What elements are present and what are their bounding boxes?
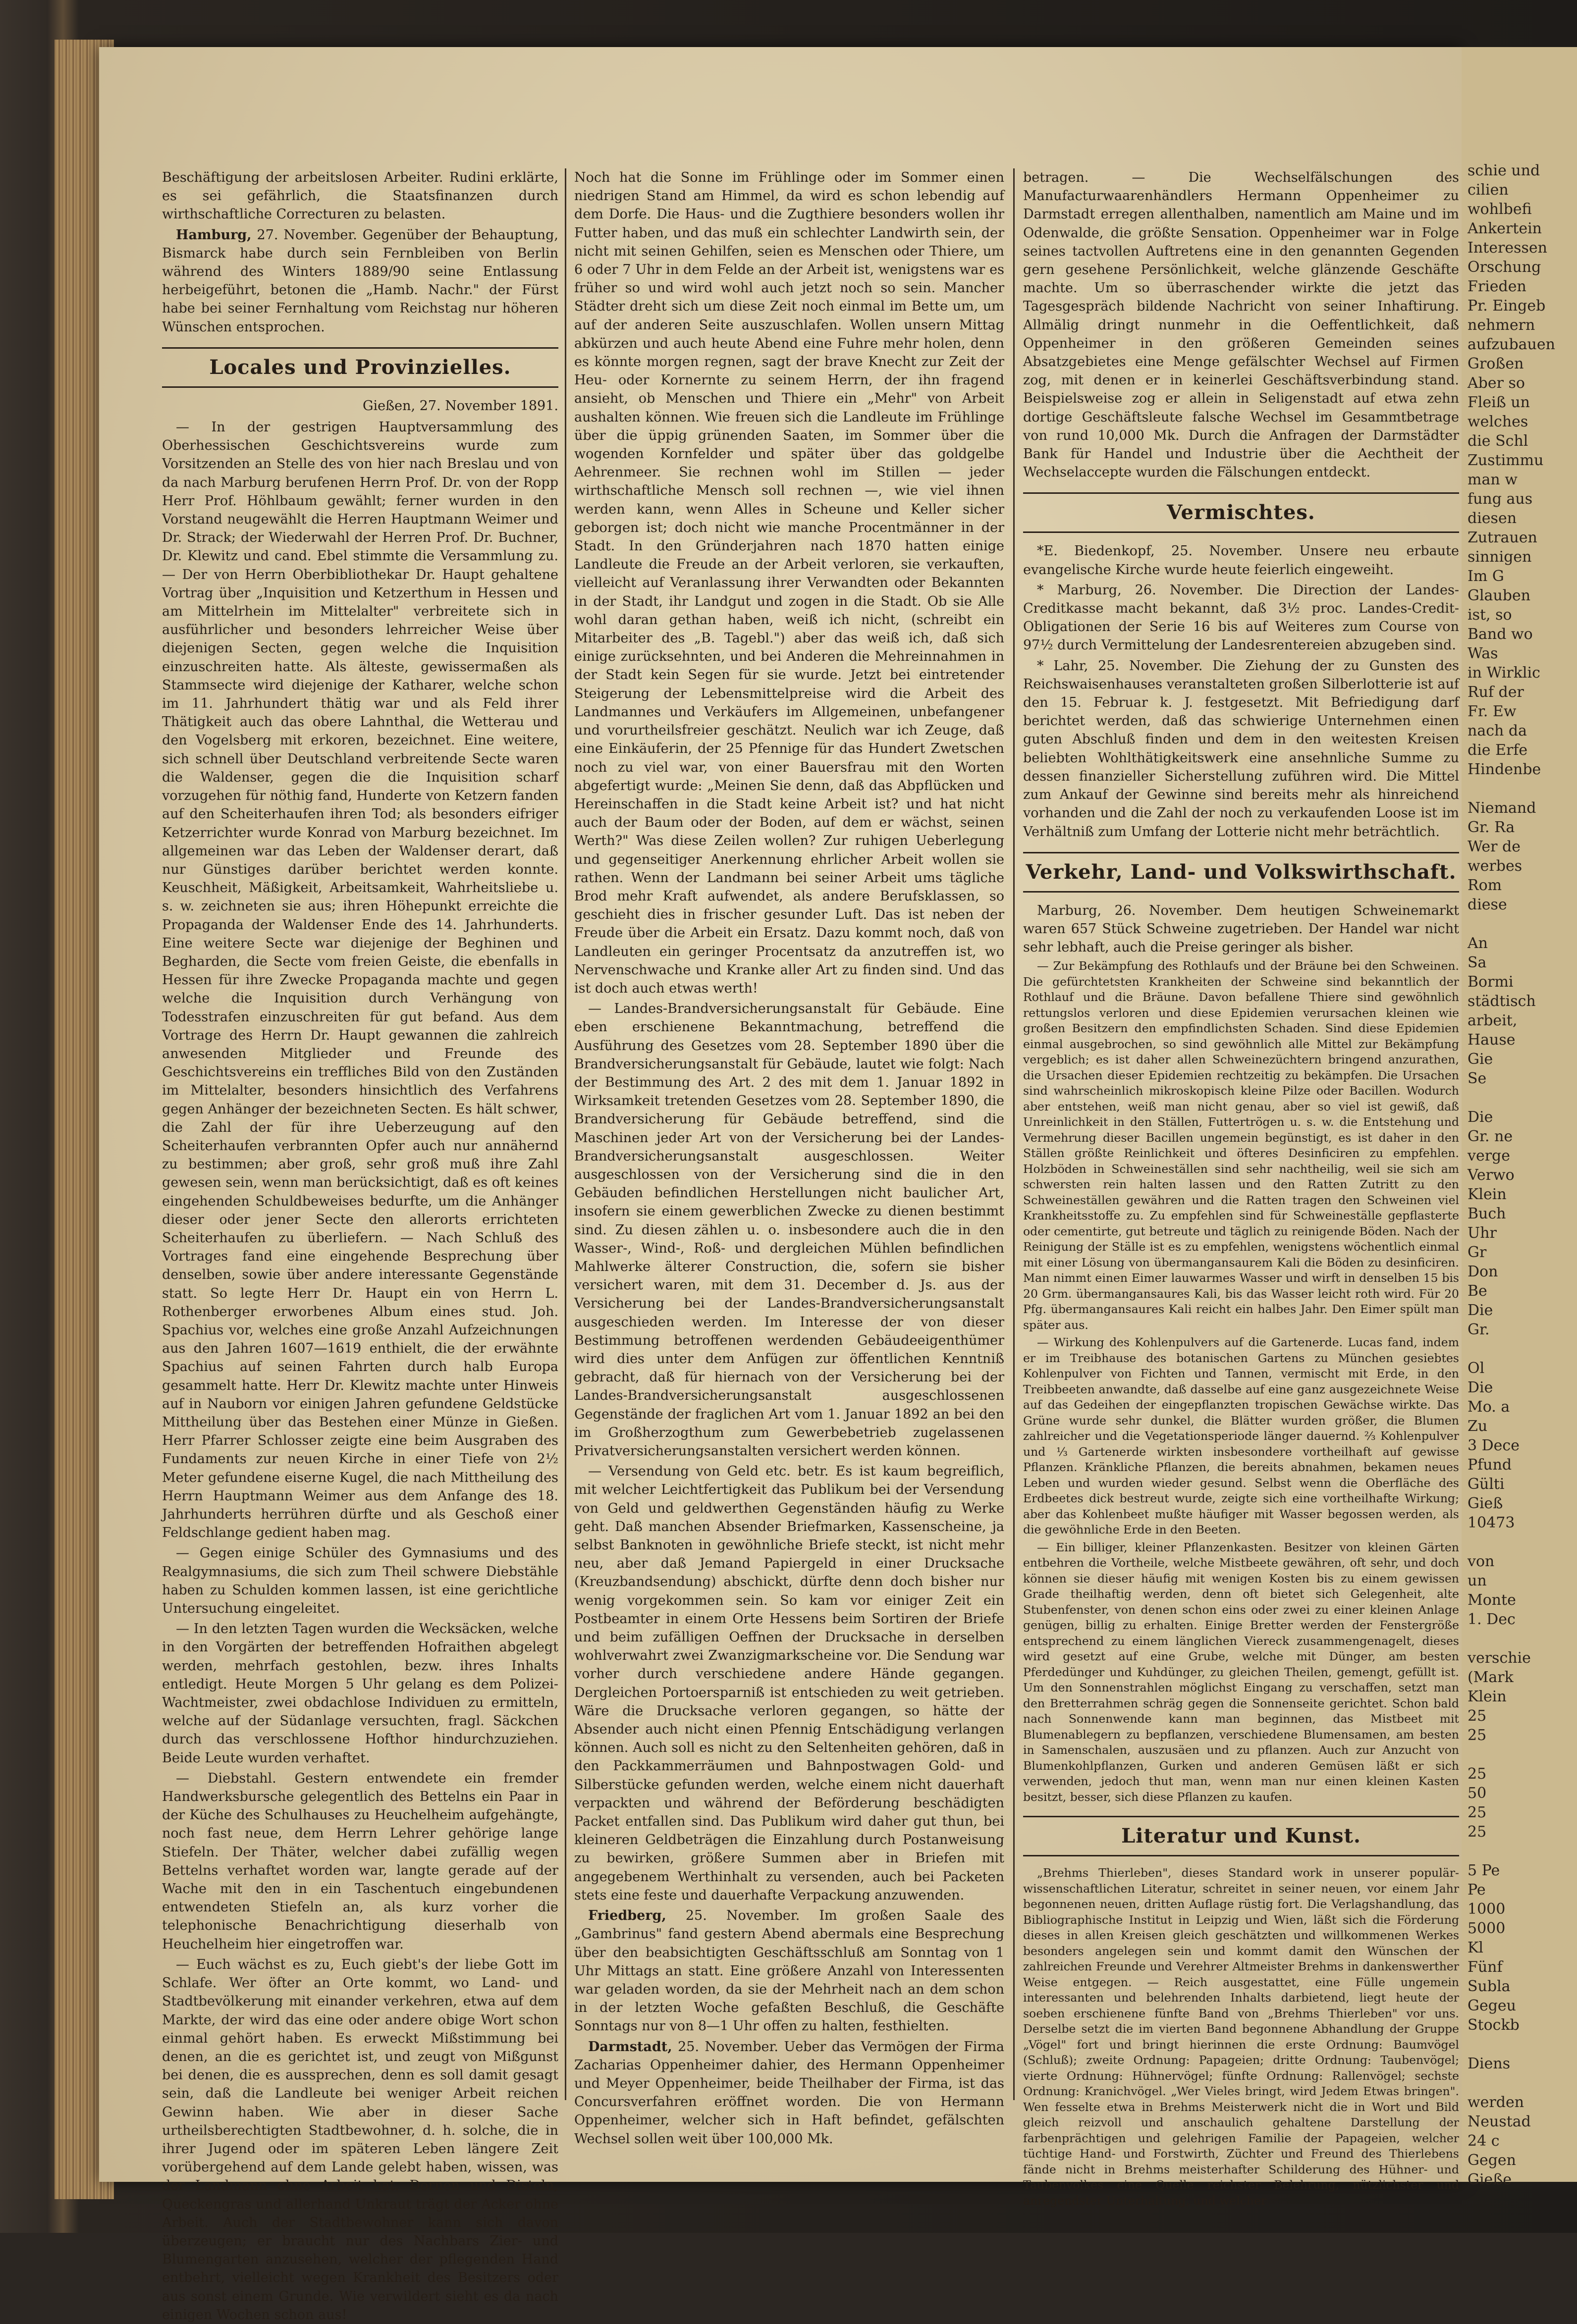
article-text: 25. November. Ueber das Vermögen der Firma Zacharias Oppenheimer dahier, des Hermann Oppenheimer und Meyer Oppenheimer, beide Theilhaber der Firma, ist das Concursverfahren eröffnet worden. Die von Hermann Oppenheimer, welcher sich in Haft befindet, gefälschten Wechsel sollen weit über 100,000 Mk. (574, 2039, 1004, 2147)
fragment-line: Band wo (1468, 626, 1533, 643)
fragment-line: 24 c (1468, 2132, 1500, 2150)
fragment-line: Uhr (1468, 1224, 1497, 1242)
fragment-line: Die (1468, 1379, 1493, 1396)
fragment-line (1468, 1088, 1572, 1108)
fragment-line: Zu (1468, 1418, 1488, 1435)
fragment-line: 5 Pe (1468, 1862, 1500, 1879)
article-continuation: betragen. — Die Wechselfälschungen des Manufacturwaarenhändlers Hermann Oppenheimer zu Darmstadt erregen allenthalben, namentlich am Maine und im Odenwalde, die größte Sensation. Oppenheimer war in Folge seines tactvollen Auftretens eine in den genannten Gegenden gern gesehene Persönlichkeit, welche glänzende Geschäfte machte. Um so überraschender wirkte die jetzt das Tagesgespräch bildende Nachricht von seiner Inhaftirung. Allmälig dringt nunmehr in die Oeffentlichkeit, daß Oppenheimer in den größeren Gemeinden seines Absatzgebietes eine Menge gefälschter Wechsel auf Firmen zog, mit denen er in keinerlei Geschäftsverbindung stand. Beispielsweise zog er allein in Seligenstadt auf etwa zehn dortige Geschäftsleute falsche Wechsel im Gesammtbetrage von rund 10,000 Mk. Durch die Anfragen der Darmstädter Bank für Handel und Industrie über die Aechtheit der Wechselaccepte wurden die Fälschungen entdeckt. (1023, 170, 1459, 480)
fragment-line: 25 (1468, 1727, 1487, 1744)
dateline-place: Darmstadt, (588, 2039, 672, 2055)
article-euch-waechst: — Euch wächst es zu, Euch giebt's der liebe Gott im Schlafe. Wer öfter an Orte kommt, wo Land- und Stadtbevölkerung mit einander verkehren, etwa auf dem Markte, der wird das eine oder andere obige Wort schon einmal gehört haben. Es erweckt Mißstimmung bei denen, an die es gerichtet ist, und zeugt von Mißgunst bei denen, die es aussprechen, denn es soll damit gesagt sein, daß die Landleute bei weniger Arbeit reichen Gewinn haben. Wie aber in dieser Sache urtheilsberechtigten Stadtbewohner, d. h. solche, die in ihrer Jugend oder im späteren Leben längere Zeit vorübergehend auf dem Lande gelebt haben, wissen, was der Landmann ohne Arbeit hat. Dornen und Disteln, Queckengras und allerhand Unkraut trägt der Acker ohne Arbeit. Auch der Stadtbewohner kann sich davon überzeugen; er braucht nur des Nachbars Zier- und Blumengarten anzusehen, welcher der pflegenden Hand entbehrt, vielleicht wegen Krankheit des Besitzers oder aus sonst einem Grunde. Wie verwildert sieht es da nach einigen Wochen schon aus! (162, 1956, 558, 2323)
fragment-line: cilien (1468, 181, 1509, 199)
fragment-line: Gie (1468, 1051, 1493, 1068)
fragment-line: werbes (1468, 857, 1523, 875)
article-darmstadt (574, 2038, 1004, 2148)
fragment-line: Hindenbe (1468, 761, 1541, 778)
article-diebstahl: — Diebstahl. Gestern entwendete ein fremder Handwerksbursche gelegentlich des Bettelns ein Paar in der Küche des Schulhauses zu Heuchelheim aufgehängte, noch fast neue, dem Herrn Lehrer gehörige lange Stiefeln. Der Thäter, welcher dabei zufällig wegen Bettelns verhaftet worden war, langte gerade auf der Wache mit den in ein Taschentuch eingebundenen entwendeten Stiefeln an, als kurz vorher die telephonische Benachrichtigung dieserhalb von Heuchelheim hier eingetroffen war. (162, 1770, 558, 1952)
fragment-line: 25 (1468, 1823, 1487, 1841)
fragment-line: 10473 (1468, 1514, 1515, 1532)
article-text: 25. November. Im großen Saale des „Gambrinus" fand gestern Abend abermals eine Besprechung über den beabsichtigten Geschäftsschluß am Sonntag von 1 Uhr Mittags an statt. Eine größere Anzahl von Interessenten war geladen worden, da sie der Mehrheit nach an dem schon in der letzten Woche gefaßten Beschluß, die Geschäfte Sonntags nur von 8—1 Uhr offen zu halten, festhielten. (574, 1908, 1004, 2034)
article-text: 27. November. Gegenüber der Behauptung, Bismarck habe durch sein Fernbleiben von Berlin während des Winters 1889/90 seine Entlassung herbeigeführt, betonen die „Hamb. Nachr." der Fürst habe bei seiner Fernhaltung vom Reichstag nur höheren Wünschen entsprochen. (162, 227, 558, 335)
fragment-line: Gr. Ra (1468, 819, 1515, 836)
fragment-line: Klein (1468, 1688, 1507, 1705)
fragment-line: Zutrauen (1468, 529, 1537, 546)
fragment-line: Ruf der (1468, 684, 1524, 701)
fragment-line: Die (1468, 1109, 1493, 1126)
fragment-line: 25 (1468, 1765, 1487, 1783)
fragment-line: diese (1468, 896, 1507, 913)
article-friedberg (574, 1906, 1004, 2035)
fragment-line: 3 Dece (1468, 1437, 1520, 1454)
fragment-line: die Erfe (1468, 741, 1528, 759)
fragment-line: arbeit, (1468, 1012, 1518, 1029)
fragment-line: man w (1468, 471, 1518, 488)
fragment-line: ist, so (1468, 606, 1512, 624)
fragment-line: Aber so (1468, 374, 1525, 392)
fragment-line: Im G (1468, 568, 1504, 585)
column-1 (162, 168, 558, 2323)
fragment-line (1468, 1629, 1572, 1648)
fragment-line: Ankertein (1468, 220, 1542, 237)
article-kohlenpulver: — Wirkung des Kohlenpulvers auf die Gartenerde. Lucas fand, indem er im Treibhause des botanischen Gartens zu München gesiebtes Kohlenpulver von Fichten und Tannen, vermischt mit Erde, in den Treibbeeten anwandte, daß dasselbe auf eine ganz ausgezeichnete Weise auf das Gedeihen der eingepflanzten tropischen Gewächse wirkte. Das Grüne wurde sehr dunkel, die Blätter wurden größer, die Blumen zahlreicher und die Vegetationsperiode länger dauernd. ⅔ Kohlenpulver und ⅓ Gartenerde wirkten insbesondere vortheilhaft auf gewisse Pflanzen. Kränkliche Pflanzen, die bereits abnahmen, bekamen neues Leben und wurden wieder gesund. Selbst wenn die Oberfläche des Erdbeetes dick bestreut wurde, zeigte sich eine vortheilhafte Wirkung; aber das Kohlenbeet mußte häufiger mit Wasser begossen werden, als die gewöhnliche Erde in den Beeten. (1023, 1335, 1459, 1537)
fragment-line: Gülti (1468, 1476, 1505, 1493)
fragment-line: in Wirklic (1468, 664, 1540, 682)
article-continuation: Beschäftigung der arbeitslosen Arbeiter. Rudini erklärte, es sei gefährlich, die Staatsfinanzen durch wirthschaftliche Correcturen zu belasten. (162, 170, 558, 222)
fragment-line (1468, 2035, 1572, 2054)
fragment-line: Fünf (1468, 1958, 1503, 1976)
fragment-line: Pr. Eingeb (1468, 297, 1546, 315)
fragment-line: Die (1468, 1302, 1493, 1319)
fragment-line: von (1468, 1553, 1495, 1570)
fragment-line: Klein (1468, 1186, 1507, 1203)
fragment-line: die Schl (1468, 432, 1528, 450)
fragment-line: nach da (1468, 722, 1527, 739)
section-heading-locales: Locales und Provinzielles. (162, 347, 558, 388)
dateline-place: Friedberg, (588, 1908, 666, 1924)
fragment-line: Wer de (1468, 838, 1521, 855)
article-rothlauf: — Zur Bekämpfung des Rothlaufs und der Bräune bei den Schweinen. Die gefürchtetsten Krankheiten der Schweine sind bekanntlich der Rothlauf und die Bräune. Davon befallene Thiere sind gewöhnlich rettungslos verloren und diese Epidemien verursachen kleinen wie großen Besitzern den empfindlichsten Schaden. Sind diese Epidemien einmal ausgebrochen, so sind gewöhnlich alle Mittel zur Bekämpfung vergeblich; es ist daher allen Schweinezüchtern bringend anzurathen, die Ursachen dieser Epidemien rechtzeitig zu bekämpfen. Die Ursachen sind wahrscheinlich mikroskopisch kleine Pilze oder Bacillen. Wodurch aber entstehen, weiß man nicht genau, aber so viel ist gewiß, daß Unreinlichkeit in den Ställen, Futtertrögen u. s. w. die Entstehung und Vermehrung dieser Bacillen ungemein begünstigt, es ist daher in den Ställen größte Reinlichkeit und öfteres Desinficiren zu empfehlen. Holzböden in Schweineställen sind sehr nachtheilig, weil sie sich am schwersten rein halten lassen und den Ratten Zutritt zu den Schweineställen gewähren und die Ratten tragen den Schweinen viel Krankheitsstoffe zu. Zu empfehlen sind für Schweineställe gepflasterte oder cementirte, gut betreute und täglich zu reinigende Böden. Nach der Reinigung der Ställe ist es zu empfehlen, wenigstens wöchentlich einmal mit einer Lösung von übermangansaurem Kali die Böden zu desinficiren. Man nimmt einen Eimer lauwarmes Wasser und wirft in denselben 15 bis 20 Grm. übermangansaures Kali, bis das Wasser leicht roth wird. Für 20 Pfg. übermangansaures Kali reicht ein halbes Jahr. Den Eimer spült man später aus. (1023, 959, 1459, 1332)
fragment-line: Sa (1468, 954, 1487, 971)
fragment-line: Monte (1468, 1591, 1516, 1609)
fragment-line: Hause (1468, 1031, 1516, 1049)
fragment-line (1468, 1339, 1572, 1359)
dateline-place: Hamburg, (176, 227, 252, 243)
fragment-line: nehmern (1468, 317, 1535, 334)
section-heading-literatur: Literatur und Kunst. (1023, 1816, 1459, 1856)
column-2 (574, 168, 1004, 2147)
article-schueler: — Gegen einige Schüler des Gymnasiums und des Realgymnasiums, die sich zum Theil schwere Diebstähle haben zu Schulden kommen lassen, ist eine gerichtliche Untersuchung eingeleitet. (162, 1545, 558, 1617)
fragment-line: Mo. a (1468, 1398, 1510, 1416)
fragment-line: Gieße (1468, 2171, 1512, 2188)
fragment-line: Neustad (1468, 2113, 1531, 2130)
adjacent-page-text (1468, 161, 1572, 2189)
dateline-giessen: Gießen, 27. November 1891. (362, 398, 558, 414)
article-pflanzenkasten: — Ein billiger, kleiner Pflanzenkasten. Besitzer von kleinen Gärten entbehren die Vortheile, welche Mistbeete gewähren, oft sehr, und doch können sie dieser häufig mit wenigen Kosten bis zu einem gewissen Grade theilhaftig werden, denn oft bietet sich Gelegenheit, alte Stubenfenster, von denen schon eins oder zwei zu einer kleinen Anlage genügen, billig zu erhalten. Einige Bretter werden der Fenstergröße entsprechend zu einem länglichen Viereck zusammengenagelt, dieses wird gesetzt auf eine Grube, welche mit Dünger, am besten Pferdedünger und Kuhdünger, zu gleichen Theilen, gemengt, gefüllt ist. Um den Sonnenstrahlen möglichst Eingang zu verschaffen, setzt man den Bretterrahmen schräg gegen die Sonnenseite gerichtet. Schon bald nach Sonnenwende kann man beginnen, das Mistbeet mit Blumenablegern zu bepflanzen, verschiedene Blumensamen, am besten in Samenschalen, auszusäen und zu pflanzen. Auch zur Anzucht von Blumenkohlpflanzen, Gurken und anderen Gemüsen läßt er sich verwenden, jedoch thut man, wenn man nur einen kleinen Kasten besitzt, besser, sich diese Pflanzen zu kaufen. (1023, 1540, 1459, 1804)
fragment-line: Niemand (1468, 799, 1536, 817)
fragment-line: Kl (1468, 1939, 1484, 1956)
fragment-line: Großen (1468, 355, 1524, 372)
fragment-line: diesen (1468, 510, 1517, 527)
article-geldversendung: — Versendung von Geld etc. betr. Es ist kaum begreiflich, mit welcher Leichtfertigkeit das Publikum bei der Versendung von Geld und geldwerthen Gegenständen häufig zu Werke geht. Daß manchen Absender Briefmarken, Kassenscheine, ja selbst Banknoten in gewöhnliche Briefe steckt, ist nicht mehr neu, aber daß Jemand Papiergeld in einer Drucksache (Kreuzbandsendung) abschickt, dürfte denn doch bisher nur wenig vorgekommen sein. So kam vor einiger Zeit ein Postbeamter in einem Orte Hessens beim Sortiren der Briefe und beim zufälligen Oeffnen der Drucksache in derselben wohlverwahrt zwei Zwanzigmarkscheine vor. Die Sendung war vorher durch verschiedene andere Hände gegangen. Dergleichen Portoersparniß ist entschieden zu weit getrieben. Wäre die Drucksache verloren gegangen, so hätte der Absender auch nicht einen Pfennig Entschädigung verlangen können. Auch soll es nicht zu den Seltenheiten gehören, daß in den Packkammerräumen und Bahnpostwagen Gold- und Silberstücke gefunden werden, welche einem nicht dauerhaft verpackten und während der Beförderung beschädigten Packet entfallen sind. Das Publikum wird daher gut thun, bei kleineren Geldbeträgen die Einzahlung durch Postanweisung zu bewirken, größere Summen aber in Briefen mit angegebenem Werthinhalt zu versenden, auch bei Packeten stets eine feste und dauerhafte Verpackung anzuwenden. (574, 1464, 1004, 1903)
fragment-line: Stockb (1468, 2016, 1520, 2034)
fragment-line: Gieß (1468, 1495, 1503, 1512)
fragment-line: Gr. (1468, 1321, 1490, 1338)
fragment-line (1468, 1532, 1572, 1552)
column-rule (1013, 168, 1015, 2100)
fragment-line: 25 (1468, 1707, 1487, 1725)
fragment-line: 25 (1468, 1804, 1487, 1821)
fragment-line (1468, 1745, 1572, 1764)
fragment-line: wohlbefi (1468, 201, 1532, 218)
fragment-line: Zustimmu (1468, 452, 1544, 469)
fragment-line: Pfund (1468, 1456, 1512, 1474)
fragment-line: Gegen (1468, 2152, 1516, 2169)
fragment-line: 1000 (1468, 1901, 1506, 1918)
fragment-line: Bormi (1468, 973, 1514, 991)
fragment-line: städtisch (1468, 993, 1536, 1010)
fragment-line: Was (1468, 645, 1498, 662)
article-brehms-thierleben: „Brehms Thierleben", dieses Standard work in unserer populär-wissenschaftlichen Literatur, schreitet in seiner neuen, vor einem Jahr begonnenen neuen, dritten Auflage rüstig fort. Die Verlagshandlung, das Bibliographische Institut in Leipzig und Wien, läßt sich die Förderung dieses in allen Kreisen gleich geschätzten und willkommenen Werkes besonders angelegen sein und kommt damit den Wünschen der zahlreichen Freunde und Verehrer Altmeister Brehms in dankenswerther Weise entgegen. — Reich ausgestattet, eine Fülle ungemein interessanten und belehrenden Inhalts darbietend, liegt heute der soeben erschienene fünfte Band von „Brehms Thierleben" vor uns. Derselbe setzt die im vierten Band begonnene Abhandlung der Gruppe „Vögel" fort und bringt hierinnen die erste Ordnung: Baumvögel (Schluß); zweite Ordnung: Papageien; dritte Ordnung: Taubenvögel; vierte Ordnung: Hühnervögel; fünfte Ordnung: Rallenvögel; sechste Ordnung: Kranichvögel. „Wer Vieles bringt, wird Jedem Etwas bringen". Wen fesselte etwa in Brehms Meisterwerk nicht die in Wort und Bild gleich reizvoll und anschaulich gehaltene Darstellung der farbenprächtigen und gelehrigen Familie der Papageien, welcher tüchtige Hand- und Forstwirth, Züchter und Freund des Thierlebens fände nicht in Brehms meisterhafter Schilderung des Hühner- und Taubenvolkes eine Quelle reichster Belehrung, nützlichster und anregendster Unterhaltung, und welcher (1023, 1866, 1459, 2208)
fragment-line: Be (1468, 1282, 1487, 1300)
fragment-line: Pe (1468, 1881, 1486, 1899)
article-continuation: Noch hat die Sonne im Frühlinge oder im Sommer einen niedrigen Stand am Himmel, da wird es schon lebendig auf dem Dorfe. Die Haus- und die Zugthiere besonders wollen ihr Futter haben, und das muß ein schlechter Landwirth sein, der nicht mit seinen Gehilfen, seien es Menschen oder Thiere, um 6 oder 7 Uhr in dem Felde an der Arbeit ist, wenigstens war es früher so und wird wohl auch jetzt noch so sein. Mancher Städter dreht sich um diese Zeit noch einmal im Bette um, um auf der anderen Seite auszuschlafen. Wollen unsern Mittag abkürzen und auch heute Abend eine Fuhre mehr holen, denn es könnte morgen regnen, sagt der brave Knecht zur Zeit der Heu- oder Kornernte zu seinem Herrn, der ihn fragend ansieht, ob Menschen und Thiere ein „Mehr" von Arbeit aushalten können. Wie freuen sich die Landleute im Frühlinge über die üppig grünenden Saaten, im Sommer über die wogenden Kornfelder und später über das goldgelbe Aehrenmeer. Sie rechnen wohl im Stillen — jeder wirthschaftliche Mensch soll rechnen —, wie viel ihnen werden kann, wenn Alles in Scheune und Keller sicher geborgen ist; doch nicht wie manche Procentmänner in der Stadt. In den Gründerjahren nach 1870 hatten einige Landleute die Freude an der Arbeit verloren, sie verkauften, vielleicht auf Veranlassung ihrer Verwandten oder Bekannten in der Stadt, ihr Landgut und zogen in die Stadt. Ob sie Alle wohl daran gethan haben, weiß ich nicht, (schreibt ein Mitarbeiter des „B. Tagebl.") aber das weiß ich, daß sich einige zurücksehnten, und bei Anderen die Mehreinnahmen in der Stadt kein Segen für sie wurde. Jetzt bei eintretender Steigerung der Lebensmittelpreise wird die Arbeit des Landmannes und Verkäufers im Allgemeinen, unbefangener und vorurtheilsfreier geschätzt. Neulich war ich Zeuge, daß eine Einkäuferin, der 25 Pfennige für das Hundert Zwetschen noch zu viel war, von einer Bauersfrau mit den Worten abgefertigt wurde: „Meinen Sie denn, daß das Abpflücken und Hereinschaffen in die Stadt keine Arbeit ist? und hat nicht auch der Baum oder der Boden, auf dem er wächst, seinen Werth?" Was diese Zeilen wollen? Zur ruhigen Ueberlegung und gegenseitiger Anerkennung ehrlicher Arbeit wollen sie rathen. Wenn der Landmann bei seiner Arbeit ums tägliche Brod mehr Kraft aufwendet, als andere Berufsklassen, so geschieht dies in frischer gesunder Luft. Das ist neben der Freude über die Arbeit ein Ersatz. Dazu kommt noch, daß von Landleuten ein geringer Procentsatz da anzutreffen ist, wo Nervenschwache und Kranke aller Art zu finden sind. Und das ist doch auch etwas werth! (574, 170, 1004, 996)
fragment-line: werden (1468, 2094, 1524, 2111)
section-heading-verkehr: Verkehr, Land- und Volkswirthschaft. (1023, 852, 1459, 893)
section-heading-vermischtes: Vermischtes. (1023, 492, 1459, 533)
fragment-line: 5000 (1468, 1920, 1506, 1937)
fragment-line: Orschung (1468, 259, 1541, 276)
article-marburg: * Marburg, 26. November. Die Direction der Landes-Creditkasse macht bekannt, daß 3½ proc. Landes-Credit-Obligationen der Serie 16 bis auf Weiteres zum Course von 97½ durch Vermittelung der Landesrentereien abzugeben sind. (1023, 582, 1459, 653)
fragment-line: Ol (1468, 1360, 1485, 1377)
fragment-line: aufzubauen (1468, 336, 1555, 353)
article-brandversicherung: — Landes-Brandversicherungsanstalt für Gebäude. Eine eben erschienene Bekanntmachung, betreffend die Ausführung des Gesetzes vom 28. September 1890 über die Brandversicherungsanstalt für Gebäude, lautet wie folgt: Nach der Bestimmung des Art. 2 des mit dem 1. Januar 1892 in Wirksamkeit tretenden Gesetzes vom 28. September 1890, die Brandversicherung für Gebäude betreffend, sind die Maschinen jeder Art von der Versicherung bei der Landes-Brandversicherungsanstalt ausgeschlossen. Weiter ausgeschlossen von der Versicherung sind die in den Gebäuden befindlichen Herstellungen nicht baulicher Art, insofern sie einem gewerblichen Zwecke zu dienen bestimmt sind. Zu diesen zählen u. o. insbesondere auch die in den Wasser-, Wind-, Roß- und dergleichen Mühlen befindlichen Mahlwerke älterer Construction, die, sofern sie bisher versichert waren, mit dem 31. December d. Js. aus der Versicherung bei der Landes-Brandversicherungsanstalt ausgeschieden werden. Im Interesse der von dieser Bestimmung betroffenen werdenden Gebäudeeigenthümer wird dies unter dem Anfügen zur öffentlichen Kenntniß gebracht, daß für hiernach von der Versicherung bei der Landes-Brandversicherungsanstalt ausgeschlossenen Gegenstände der fraglichen Art vom 1. Januar 1892 an bei den im Großherzogthum zum Gewerbebetrieb zugelassenen Privatversicherungsanstalten versichert werden können. (574, 1001, 1004, 1459)
article-geschichtsverein: — In der gestrigen Hauptversammlung des Oberhessischen Geschichtsvereins wurde zum Vorsitzenden an Stelle des von hier nach Breslau und von da nach Marburg berufenen Herrn Prof. Dr. von der Ropp Herr Prof. Höhlbaum gewählt; ferner wurden in den Vorstand neugewählt die Herren Hauptmann Weimer und Dr. Strack; der Wiederwahl der Herren Prof. Dr. Buchner, Dr. Klewitz und cand. Ebel stimmte die Versammlung zu. — Der von Herrn Oberbibliothekar Dr. Haupt gehaltene Vortrag über „Inquisition und Ketzerthum in Hessen und am Mittelrhein im Mittelalter" verbreitete sich in ausführlicher und besonders lehrreicher Weise über diejenigen Secten, gegen welche die Inquisition einzuschreiten hatte. Als älteste, gewissermaßen als Stammsecte wird diejenige der Katharer, welche schon im 11. Jahrhundert thätig war und als Feld ihrer Thätigkeit auch das obere Lahnthal, die Wetterau und den Vogelsberg mit erkoren, bezeichnet. Eine weitere, sich schnell über Deutschland verbreitende Secte waren die Waldenser, gegen die die Inquisition scharf vorzugehen für nöthig fand, Hunderte von Ketzern fanden auf den Scheiterhaufen ihren Tod; als besonders eifriger Ketzerrichter wurde Konrad von Marburg bezeichnet. Im allgemeinen war das Leben der Waldenser derart, daß nur Günstiges darüber berichtet werden konnte. Keuschheit, Mäßigkeit, Arbeitsamkeit, Wahrheitsliebe u. s. w. zeichneten sie aus; ihren Höhepunkt erreichte die Propaganda der Waldenser Ende des 14. Jahrhunderts. Eine weitere Secte war diejenige der Beghinen und Begharden, die Secte vom freien Geiste, die ebenfalls in Hessen für ihre Zwecke Propaganda machte und gegen welche die Inquisition durch Verhängung von Todesstrafen einzuschreiten für gut befand. Aus dem Vortrage des Herrn Dr. Haupt gewannen die zahlreich anwesenden Mitglieder und Freunde des Geschichtsvereins ein treffliches Bild von den Zuständen im Mittelalter, besonders hinsichtlich des Verfahrens gegen Anhänger der bezeichneten Secten. Es hält schwer, die Zahl der für ihre Ueberzeugung auf den Scheiterhaufen verbrannten Opfer auch nur annähernd zu bestimmen; aber groß, sehr groß muß ihre Zahl gewesen sein, wenn man berücksichtigt, daß es oft keines eingehenden Schuldbeweises bedurfte, um die Anhänger dieser oder jener Secte den allerorts errichteten Scheiterhaufen zu überliefern. — Nach Schluß des Vortrages fand eine eingehende Besprechung über denselben, sowie über andere interessante Gegenstände statt. So legte Herr Dr. Haupt ein von Herrn L. Rothenberger erworbenes Album eines stud. Joh. Spachius vor, welches eine große Anzahl Aufzeichnungen aus den Jahren 1607—1619 enthielt, die der erwähnte Spachius auf seinen Fahrten durch halb Europa gesammelt hatte. Herr Dr. Klewitz machte unter Hinweis auf in Nauborn vor einigen Jahren gefundene Geldstücke Mittheilung über das Bestehen einer Münze in Gießen. Herr Pfarrer Schlosser zeigte eine beim Ausgraben des Fundaments zur neuen Kirche in einer Tiefe von 2½ Meter gefundene eiserne Kugel, die nach Mittheilung des Herrn Hauptmann Weimer aus dem Anfange des 18. Jahrhunderts herrühren dürfte und als Geschoß einer Feldschlange gedient haben mag. (162, 420, 558, 1541)
fragment-line: Gr (1468, 1244, 1487, 1261)
article-wecksaecken: — In den letzten Tagen wurden die Wecksäcken, welche in den Vorgärten der betreffenden Hofraithen abgelegt werden, mehrfach gestohlen, bezw. ihres Inhalts entledigt. Heute Morgen 5 Uhr gelang es dem Polizei-Wachtmeister, zwei obdachlose Individuen zu ermitteln, welche auf der Südanlage versuchten, fragl. Säckchen durch das verschlossene Hofthor hindurchzuziehen. Beide Leute wurden verhaftet. (162, 1621, 558, 1766)
fragment-line: Don (1468, 1263, 1498, 1280)
fragment-line: fung aus (1468, 490, 1533, 508)
fragment-line: 1. Dec (1468, 1611, 1516, 1628)
fragment-line: Fr. Ew (1468, 703, 1517, 720)
fragment-line (1468, 779, 1572, 798)
fragment-line: Diens (1468, 2055, 1511, 2072)
article-hamburg (162, 226, 558, 336)
fragment-line: Frieden (1468, 278, 1526, 295)
fragment-line (1468, 1842, 1572, 1861)
fragment-line (1468, 914, 1572, 934)
fragment-line: Verwo (1468, 1166, 1515, 1184)
fragment-line (1468, 2073, 1572, 2093)
article-biedenkopf: *E. Biedenkopf, 25. November. Unsere neu erbaute evangelische Kirche wurde heute feierlich eingeweiht. (1023, 543, 1459, 578)
fragment-line: un (1468, 1572, 1487, 1589)
fragment-line: Subla (1468, 1978, 1511, 1995)
fragment-line: Buch (1468, 1205, 1506, 1222)
fragment-line: Interessen (1468, 239, 1547, 257)
fragment-line: 50 (1468, 1785, 1487, 1802)
adjacent-page-fragment (1462, 47, 1577, 2188)
fragment-line: verge (1468, 1147, 1511, 1164)
fragment-line: Se (1468, 1070, 1487, 1087)
fragment-line: Fleiß un (1468, 394, 1530, 411)
fragment-line: Glauben (1468, 587, 1531, 604)
article-lahr: * Lahr, 25. November. Die Ziehung der zu Gunsten des Reichswaisenhauses veranstalteten großen Silberlotterie ist auf den 15. Februar k. J. festgesetzt. Mit Befriedigung darf berichtet werden, daß das schwierige Unternehmen einen guten Abschluß finden und dem in den weitesten Kreisen beliebten Wohlthätigkeitswerk eine ansehnliche Summe zu dessen finanzieller Sicherstellung zuführen wird. Die Mittel zum Ankauf der Gewinne sind bereits mehr als hinreichend vorhanden und die Zahl der noch zu verkaufenden Loose ist im Verhältniß zum Umfang der Lotterie nicht mehr beträchtlich. (1023, 658, 1459, 840)
fragment-line: welches (1468, 413, 1528, 430)
fragment-line: schie und (1468, 162, 1540, 179)
column-3 (1023, 168, 1459, 2208)
fragment-line: Rom (1468, 877, 1502, 894)
article-schweinemarkt: Marburg, 26. November. Dem heutigen Schweinemarkt waren 657 Stück Schweine zugetrieben. Der Handel war nicht sehr lebhaft, auch die Preise geringer als bisher. (1023, 902, 1459, 955)
fragment-line: sinnigen (1468, 548, 1532, 566)
fragment-line: Gr. ne (1468, 1128, 1513, 1145)
fragment-line: An (1468, 935, 1488, 952)
fragment-line: verschie (1468, 1649, 1531, 1667)
fragment-line: Gegeu (1468, 1997, 1516, 2014)
column-rule (565, 168, 566, 2100)
fragment-line: (Mark (1468, 1669, 1514, 1686)
